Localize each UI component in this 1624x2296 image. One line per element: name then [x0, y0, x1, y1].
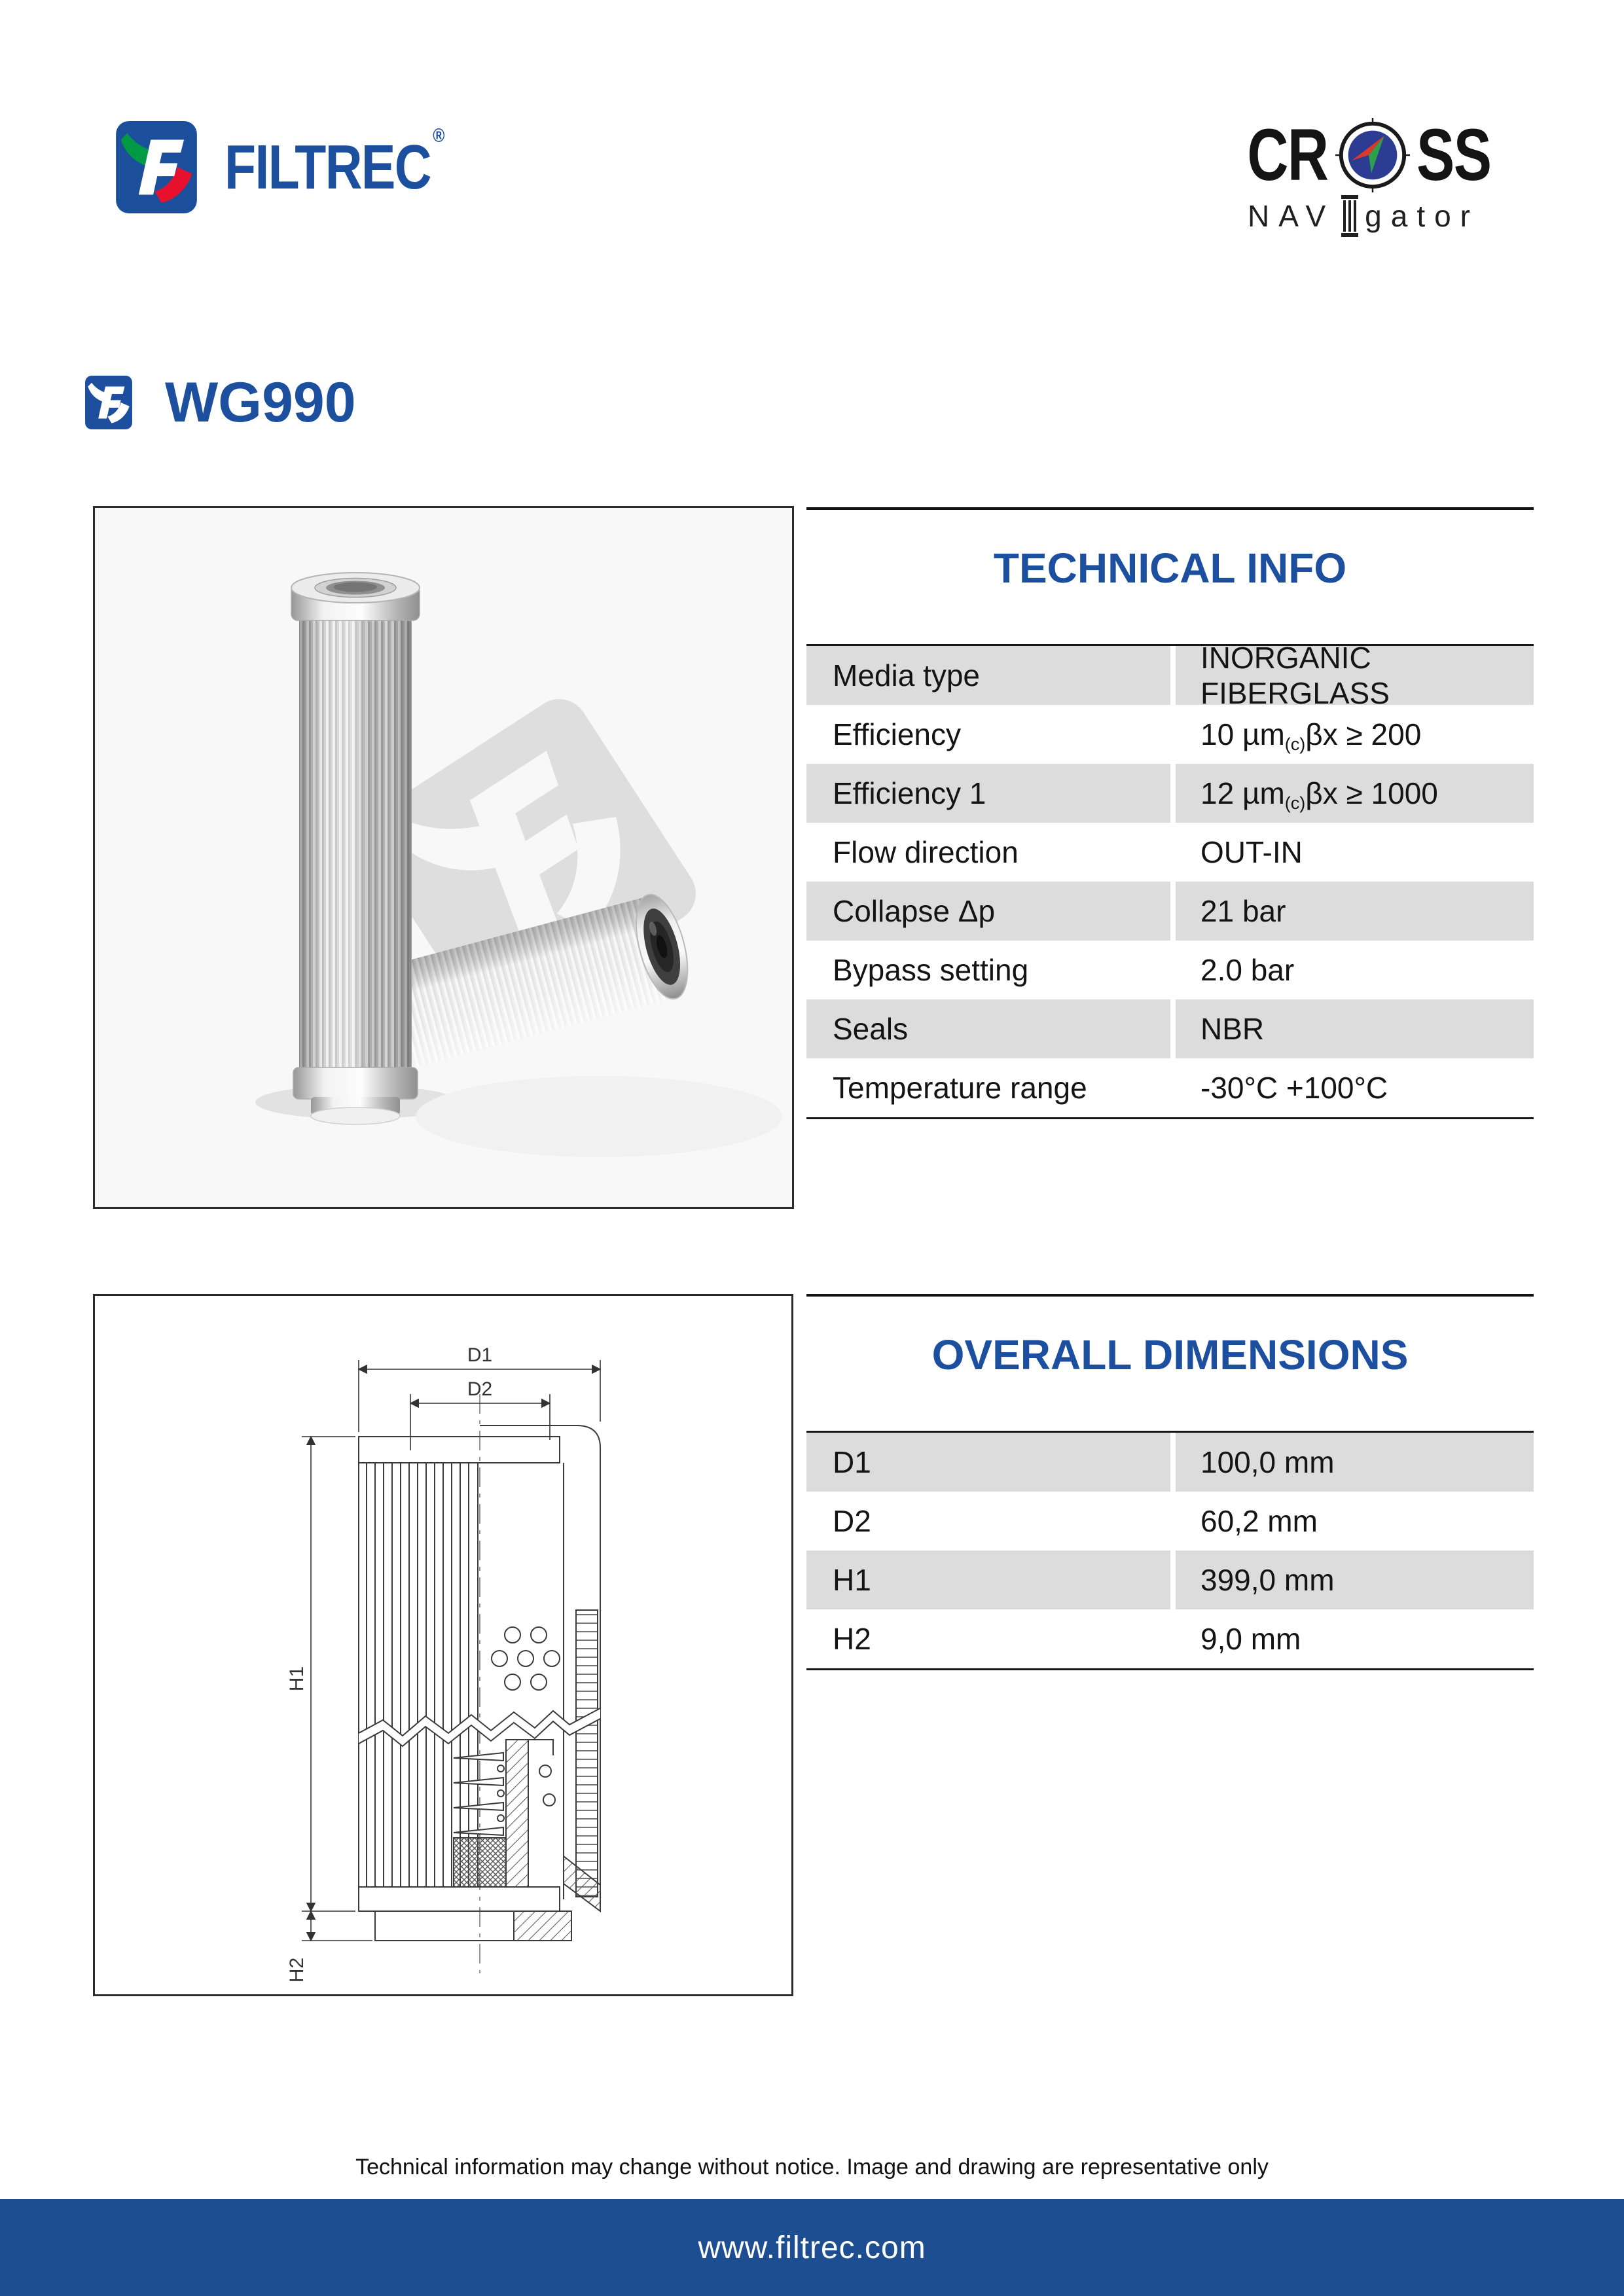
compass-icon	[1334, 117, 1411, 194]
overall-dimensions-title: OVERALL DIMENSIONS	[931, 1331, 1409, 1378]
overall-dimensions-section	[806, 1294, 1534, 1670]
cross-wordmark	[1226, 114, 1501, 196]
value-subscript: (c)	[1284, 793, 1306, 813]
gator-text: gator	[1365, 199, 1480, 233]
table-row	[806, 641, 1534, 711]
filtrec-logo	[116, 121, 489, 213]
value-text: 21 bar	[1200, 894, 1286, 929]
svg-text:D2: D2	[467, 1378, 493, 1400]
row-label: H1	[806, 1551, 1170, 1609]
filtrec-wordmark: FILTREC ®	[225, 124, 444, 202]
value-text: -30°C +100°C	[1200, 1071, 1388, 1105]
row-label: Efficiency 1	[806, 764, 1170, 823]
value-text: OUT-IN	[1200, 835, 1303, 870]
svg-text:H1: H1	[286, 1666, 308, 1692]
product-photo	[95, 508, 792, 1207]
svg-text:H2: H2	[286, 1957, 308, 1983]
value-text: 10 µm	[1200, 717, 1285, 752]
row-value	[1176, 823, 1534, 882]
row-value	[1176, 1058, 1534, 1117]
value-text: 9,0 mm	[1200, 1622, 1301, 1657]
table-row	[806, 941, 1534, 999]
dimension-h2	[286, 1911, 372, 1982]
table-row	[806, 705, 1534, 764]
cross-navigator-logo	[1226, 114, 1501, 237]
value-text: NBR	[1200, 1012, 1265, 1047]
row-value	[1176, 1551, 1534, 1609]
technical-info-section	[806, 507, 1534, 1119]
value-text: 399,0 mm	[1200, 1563, 1335, 1598]
navigator-wordmark	[1226, 195, 1501, 237]
lying-filter-reflection	[416, 1076, 782, 1157]
technical-info-title: TECHNICAL INFO	[993, 545, 1347, 592]
table-row	[806, 764, 1534, 823]
value-subscript: (c)	[1284, 734, 1306, 754]
value-text: βx ≥ 1000	[1305, 776, 1438, 811]
row-label: Media type	[806, 646, 1170, 705]
column-icon	[1341, 195, 1358, 237]
filtrec-mark-icon	[116, 121, 197, 213]
row-value	[1176, 1609, 1534, 1668]
drawing-bottom-flange	[359, 1887, 571, 1941]
table-row	[806, 1058, 1534, 1117]
technical-info-table	[806, 641, 1534, 1119]
row-label: Efficiency	[833, 717, 962, 752]
row-label: Seals	[806, 999, 1170, 1058]
product-photo-box	[93, 506, 794, 1209]
row-label: Collapse Δp	[806, 882, 1170, 941]
table-row	[806, 1609, 1534, 1668]
row-label: D2	[833, 1504, 871, 1539]
row-value	[1176, 705, 1534, 764]
row-label: Temperature range	[833, 1071, 1087, 1105]
row-value	[1176, 1433, 1534, 1492]
drawing-pleats	[359, 1437, 560, 1887]
value-text: 2.0 bar	[1200, 953, 1295, 988]
footer-bar	[0, 2199, 1624, 2296]
value-text: 12 µm	[1200, 776, 1285, 811]
overall-dimensions-table	[806, 1431, 1534, 1670]
row-value	[1176, 1492, 1534, 1551]
row-label: Bypass setting	[833, 953, 1029, 988]
row-value	[1176, 999, 1534, 1058]
table-row	[806, 823, 1534, 882]
technical-drawing	[95, 1296, 791, 1994]
row-label: Flow direction	[833, 835, 1019, 870]
registered-mark: ®	[433, 124, 444, 147]
drawing-holes	[492, 1627, 560, 1690]
table-row	[806, 1551, 1534, 1609]
row-label: D1	[806, 1433, 1170, 1492]
cross-word-right: SS	[1416, 114, 1491, 196]
table-row	[806, 1492, 1534, 1551]
part-mark-icon	[84, 376, 134, 429]
svg-text:D1: D1	[467, 1344, 493, 1366]
value-text: INORGANIC FIBERGLASS	[1200, 641, 1390, 711]
value-text: βx ≥ 200	[1305, 717, 1422, 752]
row-value	[1176, 941, 1534, 999]
website-link[interactable]: www.filtrec.com	[698, 2230, 926, 2265]
section-rule	[806, 507, 1534, 510]
part-number: WG990	[165, 371, 356, 434]
table-row	[806, 999, 1534, 1058]
row-value	[1176, 641, 1534, 711]
value-text: 100,0 mm	[1200, 1445, 1335, 1480]
table-row	[806, 882, 1534, 941]
row-label: H2	[833, 1622, 871, 1657]
row-value	[1176, 764, 1534, 823]
cross-word-left: CR	[1247, 114, 1328, 196]
disclaimer-text: Technical information may change without notice. Image and drawing are representative only	[355, 2155, 1269, 2179]
section-rule	[806, 1294, 1534, 1297]
nav-text: NAV	[1247, 199, 1335, 233]
row-value	[1176, 882, 1534, 941]
standing-filter	[291, 573, 420, 1124]
part-title	[84, 371, 356, 434]
table-row	[806, 1433, 1534, 1492]
value-text: 60,2 mm	[1200, 1504, 1318, 1539]
technical-drawing-box	[93, 1294, 793, 1996]
dimension-h1	[286, 1437, 355, 1911]
